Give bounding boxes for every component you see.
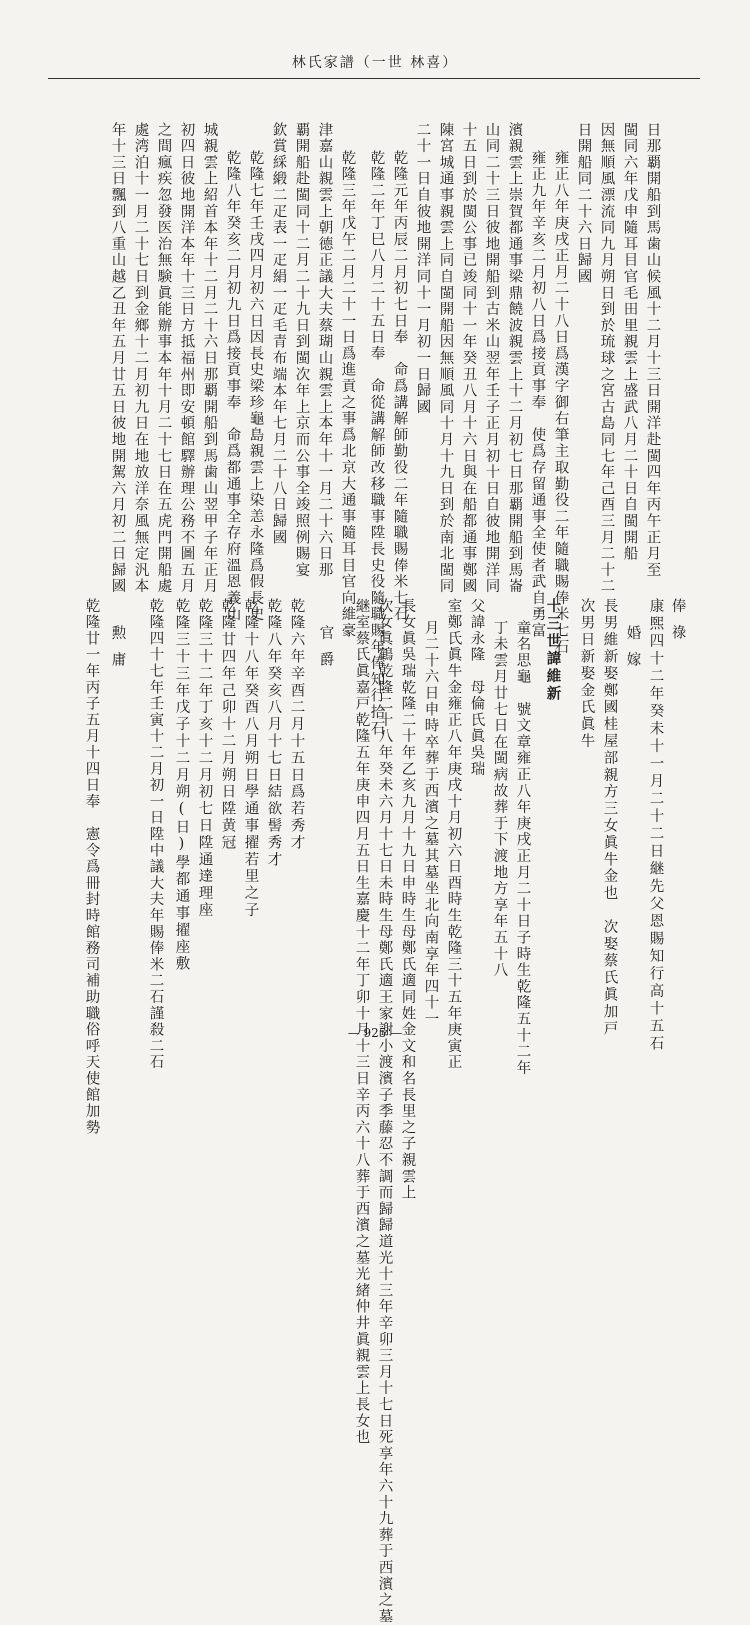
page-number: — 925 — bbox=[347, 1026, 403, 1040]
upper-line-16: 覇開船赴閩同十二月二十九日到閩次年上京而公事全竣照例賜宴 bbox=[293, 122, 310, 579]
upper-line-12: 乾隆元年丙辰二月初七日奉 命爲講解師勤役二年隨職賜俸米七石 bbox=[391, 150, 408, 623]
lower-line-5: 次男日新娶金氏眞牛 bbox=[578, 598, 595, 751]
lower-line-16: 乾隆六年辛酉二月十五日爲若秀才 bbox=[288, 598, 305, 852]
upper-line-1: 日那覇開船到馬歯山候風十二月十三日開洋赴閩四年丙午正月至 bbox=[644, 122, 661, 579]
upper-line-14: 乾隆三年戊午二月二十一日爲進貢之事爲北京大通事隨耳目官向維豪 bbox=[339, 150, 356, 639]
lower-line-4: 長男維新娶鄭國桂屋部親方三女眞牛金也 次娶蔡氏眞加戸 bbox=[601, 598, 618, 1038]
upper-line-13: 乾隆二年丁巳八月二十五日奉 命從講解師改移職事陞長史役隨職賜年俸知行拾石 bbox=[368, 150, 385, 737]
upper-line-21: 初四日彼地開洋本年十三日方抵福州即安頓館驛辦理公務不圖五月 bbox=[178, 122, 195, 595]
lower-line-20: 乾隆三十二年丁亥十二月初七日陞通達理座 bbox=[196, 598, 213, 920]
upper-line-3: 因無順風漂流同九月朔日到於琉球之宮古島同七年己酉三月二十二 bbox=[598, 122, 615, 595]
lower-line-14: 継室蔡氏眞嘉戸乾隆五年庚申四月五日生嘉慶十二年丁卯十月十三日辛丙六十八葬于西濱之墓光緒仲井眞親雲上長女也 bbox=[353, 598, 370, 1446]
upper-line-22: 之間瘋疾忽發医治無験眞能辦事本年十月二十七日在五虎門開船處 bbox=[155, 122, 172, 595]
page-header-title: 林氏家譜（一世 林喜） bbox=[291, 55, 459, 71]
upper-line-17: 欽賞綵緞二疋表一疋絹一疋毛青布端本年七月二十八日歸國 bbox=[270, 122, 287, 546]
lower-line-21: 乾隆三十三年戊子十二月朔(日)學都通事擢座敷 bbox=[173, 598, 190, 973]
lower-line-17: 乾隆八年癸亥八月十七日結欲髻秀才 bbox=[265, 598, 282, 869]
upper-line-9: 十五日到於閩公事已竣同十一年癸丑八月十六日與在船都通事鄭國 bbox=[460, 122, 477, 595]
upper-line-6: 雍正九年辛亥二月初八日爲接貢事奉 使爲存留通事全使者武自勇富 bbox=[529, 150, 546, 639]
lower-line-18: 乾隆十八年癸酉八月朔日學通事擢若里之子 bbox=[242, 598, 259, 920]
section-heading-ranks: 官爵 bbox=[317, 625, 334, 678]
upper-line-23: 處湾泊十一月二十七日到金鄉十二月初九日在地放洋奈風無定汎本 bbox=[132, 122, 149, 595]
upper-line-5: 雍正八年庚戌正月二十八日爲漢字御右筆主取勤役二年隨職賜俸米七石 bbox=[552, 150, 569, 656]
lower-line-13: 次女眞鶴乾隆二十八年癸未六月十七日未時生母鄭氏適王家謝小渡濱子季藤忍不調而歸歸道光十三年辛卯三月十七日死享年六十九葬于西濱之墓 bbox=[376, 598, 393, 1625]
lower-line-9: 父諱永隆 母倫氏眞吳瑞 bbox=[468, 598, 485, 778]
upper-line-4: 日開船同二十六日歸國 bbox=[575, 122, 592, 285]
section-heading-merits: 勲庸 bbox=[109, 625, 126, 678]
section-heading-marriage: 婚嫁 bbox=[624, 625, 641, 678]
section-heading-stipend: 俸祿 bbox=[669, 598, 686, 651]
upper-line-10: 陳宮城通事親雲上同自閩開船因無順風同十月十九日到於南北閩同 bbox=[437, 122, 454, 595]
upper-line-2: 閩同六年戊申隨耳目官毛田里親雲上盛武八月二十日自閩開船 bbox=[621, 122, 638, 563]
lower-line-11: 月二十六日申時卒葬于西濱之墓其墓坐北向南享年四十一 bbox=[422, 620, 439, 1028]
upper-line-20: 城親雲上紹首本年十二月二十六日那覇開船到馬歯山翌甲子年正月 bbox=[201, 122, 218, 595]
lower-line-22: 乾隆四十七年壬寅十二月初一日陞中議大夫年賜俸米二石謹殺二石 bbox=[147, 598, 164, 1071]
lower-line-8: 丁未雲月廿七日在閩病故葬于下渡地方享年五十八 bbox=[491, 620, 508, 979]
upper-line-8: 山同二十三日彼地開船到古米山翌年壬子正月初十日自彼地開洋同 bbox=[483, 122, 500, 595]
lower-line-24: 乾隆廿一年丙子五月十四日奉 憲令爲冊封時館務司補助職俗呼天使館加勢 bbox=[83, 598, 100, 1136]
lower-line-12: 長女眞吳瑞乾隆二十年乙亥九月十九日申時生母鄭氏適同姓金文和名長里之子親雲上 bbox=[399, 598, 416, 1202]
lower-line-2: 康煕四十二年癸未十一月二十二日継先父恩賜知行高十五石 bbox=[647, 598, 664, 1053]
upper-line-24: 年十三日飄到八重山越乙丑年五月廿五日彼地開駕六月初二日歸國 bbox=[109, 122, 126, 595]
generation-heading: 十三世諱維新 bbox=[544, 598, 562, 703]
upper-line-19: 乾隆八年癸亥二月初九日爲接貢事奉 命爲都通事全存府溫恩義山 bbox=[224, 150, 241, 623]
upper-line-11: 二十一日自彼地開洋同十一月初一日歸國 bbox=[414, 122, 431, 416]
lower-line-19: 乾隆廿四年己卯十二月朔日陞黄冠 bbox=[219, 598, 236, 852]
upper-line-15: 津嘉山親雲上朝德正議大夫蔡瑚山親雲上本年十一月二十六日那 bbox=[316, 122, 333, 579]
lower-line-10: 室鄭氏眞牛金雍正八年庚戌十月初六日酉時生乾隆三十五年庚寅正 bbox=[445, 598, 462, 1071]
upper-line-7: 濱親雲上崇賀都通事梁鼎饒波親雲上十二月初七日那覇開船到馬崙 bbox=[506, 122, 523, 595]
header-rule bbox=[48, 78, 700, 79]
upper-line-18: 乾隆七年壬戌四月初六日因長史梁珍龜島親雲上染恙永隆爲假長史 bbox=[247, 150, 264, 623]
lower-line-7: 童名思龜 號文章雍正八年庚戌正月二十日子時生乾隆五十二年 bbox=[514, 620, 531, 1077]
